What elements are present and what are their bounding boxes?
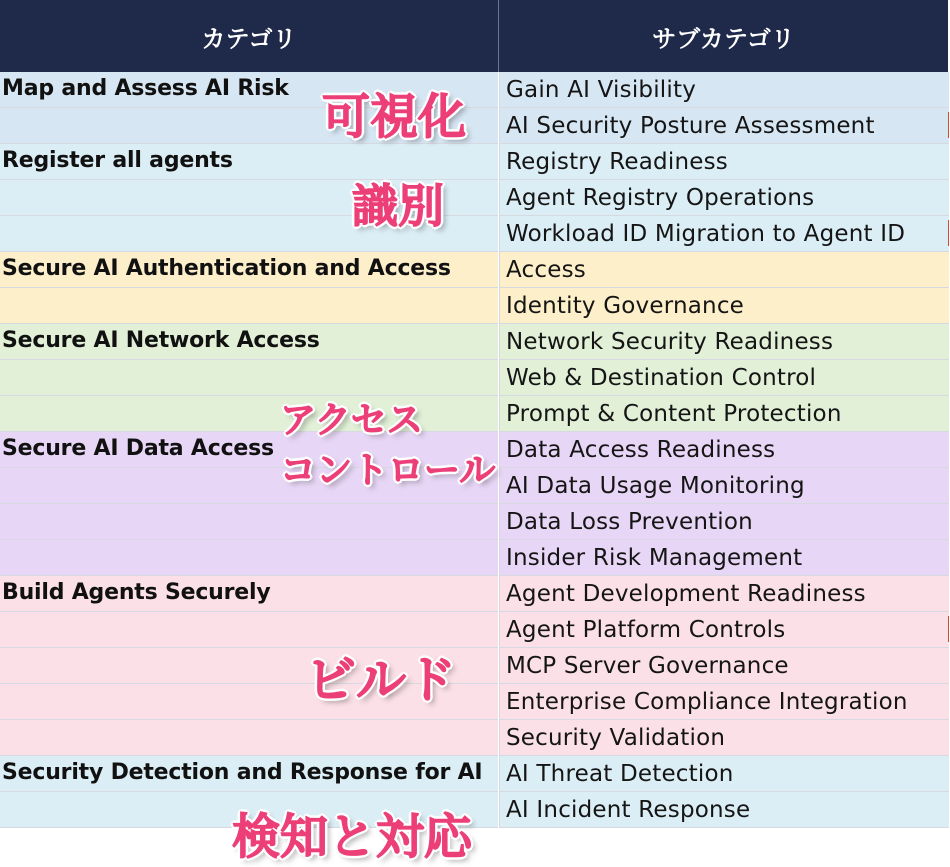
category-cell <box>0 720 498 756</box>
cell-marker <box>948 616 949 642</box>
subcategory-cell <box>499 648 949 684</box>
category-cell <box>0 576 498 612</box>
table-row <box>0 288 948 324</box>
table-row <box>0 180 948 216</box>
subcategory-cell <box>499 576 949 612</box>
subcategory-cell <box>499 216 949 252</box>
subcategory-label: Agent Development Readiness <box>506 581 866 607</box>
subcategory-cell <box>499 396 949 432</box>
subcategory-label: AI Threat Detection <box>506 761 734 787</box>
overlay-build: ビルド <box>306 651 456 709</box>
subcategory-cell <box>499 612 949 648</box>
subcategory-label: Web & Destination Control <box>506 365 817 391</box>
subcategory-label: AI Incident Response <box>506 797 751 823</box>
category-cell <box>0 252 498 288</box>
subcategory-label: Insider Risk Management <box>506 545 803 571</box>
table-row <box>0 252 948 288</box>
category-label: Secure AI Data Access <box>2 436 274 461</box>
category-label: Security Detection and Response for AI <box>2 760 483 785</box>
subcategory-label: Identity Governance <box>506 293 745 319</box>
table-row <box>0 684 948 720</box>
subcategory-label: Workload ID Migration to Agent ID <box>506 221 906 247</box>
table-row <box>0 216 948 252</box>
subcategory-cell <box>499 756 949 792</box>
overlay-detection: 検知と対応 <box>232 809 473 865</box>
category-label: Secure AI Authentication and Access <box>2 256 451 281</box>
subcategory-cell <box>499 720 949 756</box>
subcategory-cell <box>499 324 949 360</box>
subcategory-label: Data Loss Prevention <box>506 509 753 535</box>
subcategory-cell <box>499 252 949 288</box>
table-row <box>0 720 948 756</box>
table-row <box>0 576 948 612</box>
category-cell <box>0 540 498 576</box>
subcategory-label: Agent Registry Operations <box>506 185 815 211</box>
subcategory-cell <box>499 792 949 828</box>
category-cell <box>0 324 498 360</box>
category-cell <box>0 504 498 540</box>
category-label: Secure AI Network Access <box>2 328 320 353</box>
table-row <box>0 144 948 180</box>
table-row <box>0 72 948 108</box>
overlay-control: コントロール <box>280 450 496 491</box>
subcategory-cell <box>499 108 949 144</box>
table-row <box>0 108 948 144</box>
subcategory-label: AI Data Usage Monitoring <box>506 473 805 499</box>
subcategory-label: MCP Server Governance <box>506 653 789 679</box>
subcategory-label: Agent Platform Controls <box>506 617 786 643</box>
subcategory-label: Registry Readiness <box>506 149 728 175</box>
subcategory-label: Enterprise Compliance Integration <box>506 689 908 715</box>
table-row <box>0 756 948 792</box>
subcategory-label: Data Access Readiness <box>506 437 776 463</box>
cell-marker <box>948 220 949 246</box>
subcategory-cell <box>499 504 949 540</box>
category-label: Build Agents Securely <box>2 580 271 605</box>
category-cell <box>0 756 498 792</box>
subcategory-label: Prompt & Content Protection <box>506 401 842 427</box>
subcategory-cell <box>499 144 949 180</box>
table-row <box>0 360 948 396</box>
category-cell <box>0 396 498 432</box>
subcategory-cell <box>499 684 949 720</box>
subcategory-label: Gain AI Visibility <box>506 77 697 103</box>
table-header <box>0 0 948 72</box>
subcategory-label: AI Security Posture Assessment <box>506 113 875 139</box>
subcategory-label: Access <box>506 257 586 283</box>
table-row <box>0 612 948 648</box>
subcategory-label: Security Validation <box>506 725 726 751</box>
table-row <box>0 792 948 828</box>
header-subcategory: サブカテゴリ <box>652 24 795 53</box>
category-label: Register all agents <box>2 148 233 173</box>
category-cell <box>0 288 498 324</box>
subcategory-cell <box>499 72 949 108</box>
overlay-shikibetsu: 識別 <box>352 179 444 233</box>
table-row <box>0 396 948 432</box>
overlay-access: アクセス <box>280 400 423 441</box>
header-category: カテゴリ <box>201 24 297 53</box>
subcategory-cell <box>499 468 949 504</box>
subcategory-cell <box>499 360 949 396</box>
subcategory-label: Network Security Readiness <box>506 329 834 355</box>
table-row <box>0 540 948 576</box>
subcategory-cell <box>499 288 949 324</box>
category-label: Map and Assess AI Risk <box>2 76 289 101</box>
table-row <box>0 648 948 684</box>
table-row <box>0 324 948 360</box>
subcategory-cell <box>499 540 949 576</box>
subcategory-cell <box>499 180 949 216</box>
overlay-kashika: 可視化 <box>322 89 467 145</box>
table-row <box>0 504 948 540</box>
cell-marker <box>948 112 949 138</box>
category-cell <box>0 360 498 396</box>
subcategory-cell <box>499 432 949 468</box>
